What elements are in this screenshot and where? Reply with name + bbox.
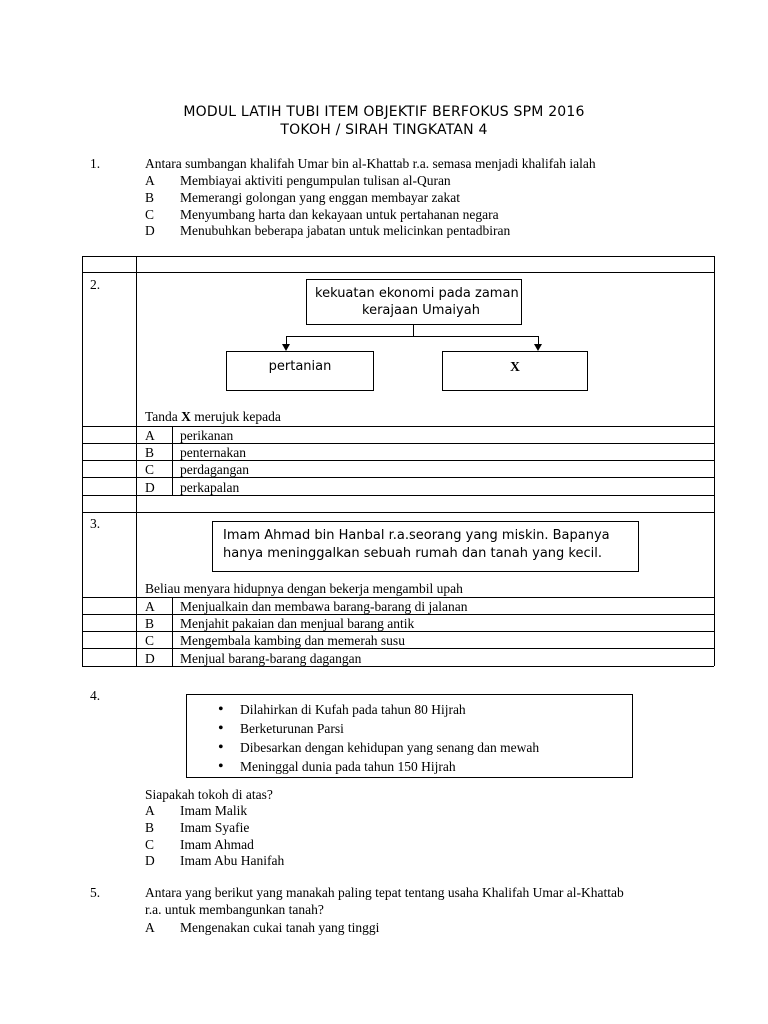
question-stem: Antara sumbangan khalifah Umar bin al-Khattab r.a. semasa menjadi khalifah ialah	[145, 156, 596, 171]
info-box	[186, 694, 633, 778]
option-letter-d: D	[145, 480, 155, 495]
option-text-c: perdagangan	[180, 462, 249, 477]
question-number: 3.	[90, 516, 101, 531]
option-text-a: Menjualkain dan membawa barang-barang di jalanan	[180, 599, 468, 614]
option-text-b: Menjahit pakaian dan menjual barang antik	[180, 616, 415, 631]
bullet-list	[213, 701, 539, 777]
option-letter-a: A	[145, 428, 155, 443]
option-text-a: perikanan	[180, 428, 234, 443]
option-letter-a: A	[145, 173, 155, 188]
diagram-connector	[538, 336, 539, 344]
option-text-c: Menyumbang harta dan kekayaan untuk pertahanan negara	[180, 207, 499, 222]
option-letter-b: B	[145, 820, 155, 835]
info-box-line2: hanya meninggalkan sebuah rumah dan tanah yang kecil.	[223, 546, 602, 561]
option-text-b: Memerangi golongan yang enggan membayar zakat	[180, 190, 461, 205]
option-text-c: Imam Ahmad	[180, 837, 254, 852]
option-letter-b: B	[145, 445, 155, 460]
question-stem-line1: Antara yang berikut yang manakah paling tepat tentang usaha Khalifah Umar al-Khattab	[145, 885, 624, 900]
question-stem: Tanda X merujuk kepada	[145, 409, 281, 424]
list-item: • Dibesarkan dengan kehidupan yang senang dan mewah	[213, 739, 539, 758]
option-letter-c: C	[145, 837, 155, 852]
diagram-connector	[286, 336, 538, 337]
option-letter-b: B	[145, 616, 155, 631]
diagram-top-line2: kerajaan Umaiyah	[362, 303, 480, 318]
option-text-a: Imam Malik	[180, 803, 248, 818]
option-letter-d: D	[145, 853, 155, 868]
option-text-d: Imam Abu Hanifah	[180, 853, 285, 868]
option-letter-a: A	[145, 599, 155, 614]
document-subtitle: TOKOH / SIRAH TINGKATAN 4	[280, 122, 488, 138]
diagram-top-box	[306, 279, 522, 325]
diagram-left-box	[226, 351, 374, 391]
option-letter-c: C	[145, 462, 155, 477]
arrow-down-icon	[534, 344, 542, 351]
option-text-d: Menjual barang-barang dagangan	[180, 651, 362, 666]
document-title: MODUL LATIH TUBI ITEM OBJEKTIF BERFOKUS SPM 2016	[183, 104, 585, 120]
question-number: 5.	[90, 885, 101, 900]
option-letter-c: C	[145, 633, 155, 648]
option-letter-a: A	[145, 803, 155, 818]
diagram-top-line1: kekuatan ekonomi pada zaman	[315, 286, 519, 301]
info-box	[212, 521, 639, 572]
option-text-a: Mengenakan cukai tanah yang tinggi	[180, 920, 380, 935]
option-letter-b: B	[145, 190, 155, 205]
question-stem: Siapakah tokoh di atas?	[145, 787, 273, 802]
option-text-b: penternakan	[180, 445, 246, 460]
question-stem: Beliau menyara hidupnya dengan bekerja mengambil upah	[145, 581, 463, 596]
question-number: 1.	[90, 156, 101, 171]
list-item: • Dilahirkan di Kufah pada tahun 80 Hijrah	[213, 701, 539, 720]
info-box-line1: Imam Ahmad bin Hanbal r.a.seorang yang miskin. Bapanya	[223, 528, 610, 543]
list-item: • Meninggal dunia pada tahun 150 Hijrah	[213, 758, 539, 777]
diagram-right-box	[442, 351, 588, 391]
option-letter-d: D	[145, 223, 155, 238]
option-text-c: Mengembala kambing dan memerah susu	[180, 633, 405, 648]
diagram-right-label: X	[510, 359, 520, 374]
option-text-a: Membiayai aktiviti pengumpulan tulisan al-Quran	[180, 173, 451, 188]
option-letter-d: D	[145, 651, 155, 666]
option-text-d: Menubuhkan beberapa jabatan untuk melicinkan pentadbiran	[180, 223, 511, 238]
option-text-b: Imam Syafie	[180, 820, 250, 835]
option-letter-c: C	[145, 207, 155, 222]
option-letter-a: A	[145, 920, 155, 935]
arrow-down-icon	[282, 344, 290, 351]
diagram-connector	[286, 336, 287, 344]
question-number: 2.	[90, 277, 101, 292]
diagram-connector	[413, 325, 414, 336]
diagram-left-label: pertanian	[268, 359, 332, 374]
question-stem-line2: r.a. untuk membangunkan tanah?	[145, 902, 324, 917]
list-item: • Berketurunan Parsi	[213, 720, 539, 739]
question-number: 4.	[90, 688, 101, 703]
option-text-d: perkapalan	[180, 480, 240, 495]
